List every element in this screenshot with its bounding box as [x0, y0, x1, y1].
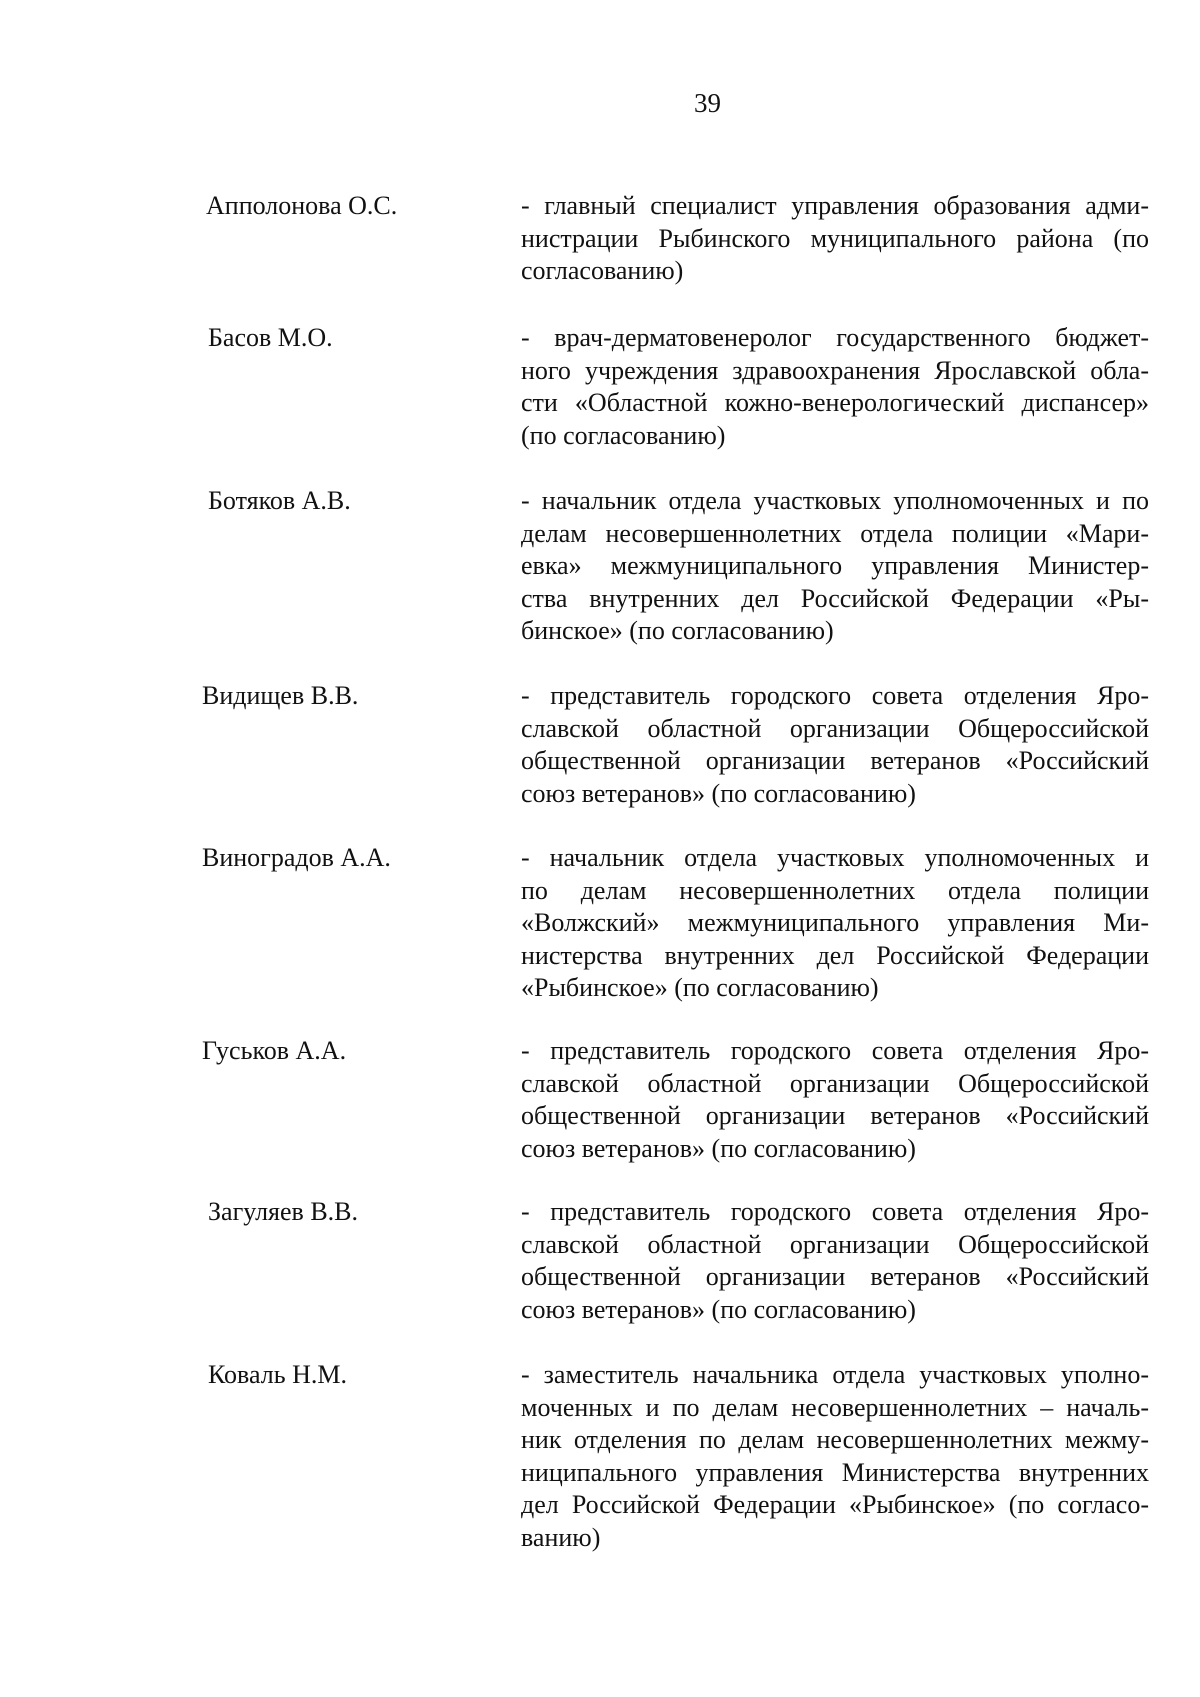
member-description [521, 842, 1149, 1005]
description-line: ного учреждения здравоохранения Ярославской обла- [521, 355, 1149, 385]
member-description [521, 322, 1149, 452]
description-line: союз ветеранов» (по согласованию) [521, 778, 916, 808]
description-line: союз ветеранов» (по согласованию) [521, 1294, 916, 1324]
member-name: Виноградов А.А. [202, 843, 391, 872]
member-name: Загуляев В.В. [208, 1197, 359, 1226]
member-description [521, 1196, 1149, 1326]
description-line: славской областной организации Общероссийской [521, 1229, 1149, 1259]
description-line: - начальник отдела участковых уполномоченных и по [521, 486, 1149, 515]
description-line: дел Российской Федерации «Рыбинское» (по согласо- [521, 1490, 1149, 1519]
member-description [521, 190, 1149, 288]
page-number: 39 [694, 88, 721, 118]
description-line: - главный специалист управления образования адми- [521, 191, 1149, 220]
description-line: общественной организации ветеранов «Российский [521, 746, 1149, 775]
member-name: Апполонова О.С. [206, 191, 398, 220]
description-line: сти «Областной кожно-венерологический диспансер» [521, 388, 1149, 417]
member-name: Басов М.О. [208, 323, 333, 352]
member-description [521, 1359, 1149, 1554]
description-line: евка» межмуниципального управления Министер- [521, 551, 1149, 580]
member-name: Гуськов А.А. [202, 1036, 347, 1065]
description-line: «Рыбинское» (по согласованию) [521, 973, 879, 1002]
description-line: общественной организации ветеранов «Российский [521, 1262, 1149, 1291]
description-line: (по согласованию) [521, 420, 726, 450]
description-line: - врач-дерматовенеролог государственного бюджет- [521, 323, 1149, 352]
description-line: - представитель городского совета отделения Яро- [521, 1036, 1149, 1065]
description-line: делам несовершеннолетних отдела полиции «Мари- [521, 518, 1149, 548]
description-line: нистрации Рыбинского муниципального района (по [521, 223, 1149, 253]
description-line: бинское» (по согласованию) [521, 616, 834, 645]
description-line: общественной организации ветеранов «Российский [521, 1101, 1149, 1130]
description-line: - заместитель начальника отдела участковых уполно- [521, 1360, 1149, 1389]
member-name: Коваль Н.М. [208, 1360, 347, 1389]
description-line: по делам несовершеннолетних отдела полиции [521, 875, 1149, 905]
description-line: - начальник отдела участковых уполномоченных и [521, 843, 1149, 872]
description-line: славской областной организации Общероссийской [521, 713, 1149, 743]
description-line: ванию) [521, 1522, 601, 1552]
description-line: моченных и по делам несовершеннолетних – началь- [521, 1392, 1149, 1422]
description-line: нистерства внутренних дел Российской Федерации [521, 940, 1149, 970]
member-name: Видищев В.В. [202, 681, 359, 710]
description-line: согласованию) [521, 256, 684, 285]
member-description [521, 485, 1149, 648]
description-line: славской областной организации Общероссийской [521, 1068, 1149, 1098]
description-line: - представитель городского совета отделения Яро- [521, 681, 1149, 710]
member-name: Ботяков А.В. [208, 486, 351, 515]
description-line: союз ветеранов» (по согласованию) [521, 1133, 916, 1163]
description-line: ства внутренних дел Российской Федерации «Ры- [521, 583, 1149, 613]
description-line: - представитель городского совета отделения Яро- [521, 1197, 1149, 1226]
description-line: «Волжский» межмуниципального управления Ми- [521, 908, 1149, 937]
description-line: ниципального управления Министерства внутренних [521, 1457, 1149, 1487]
member-description [521, 1035, 1149, 1165]
description-line: ник отделения по делам несовершеннолетних межму- [521, 1425, 1149, 1454]
member-description [521, 680, 1149, 810]
